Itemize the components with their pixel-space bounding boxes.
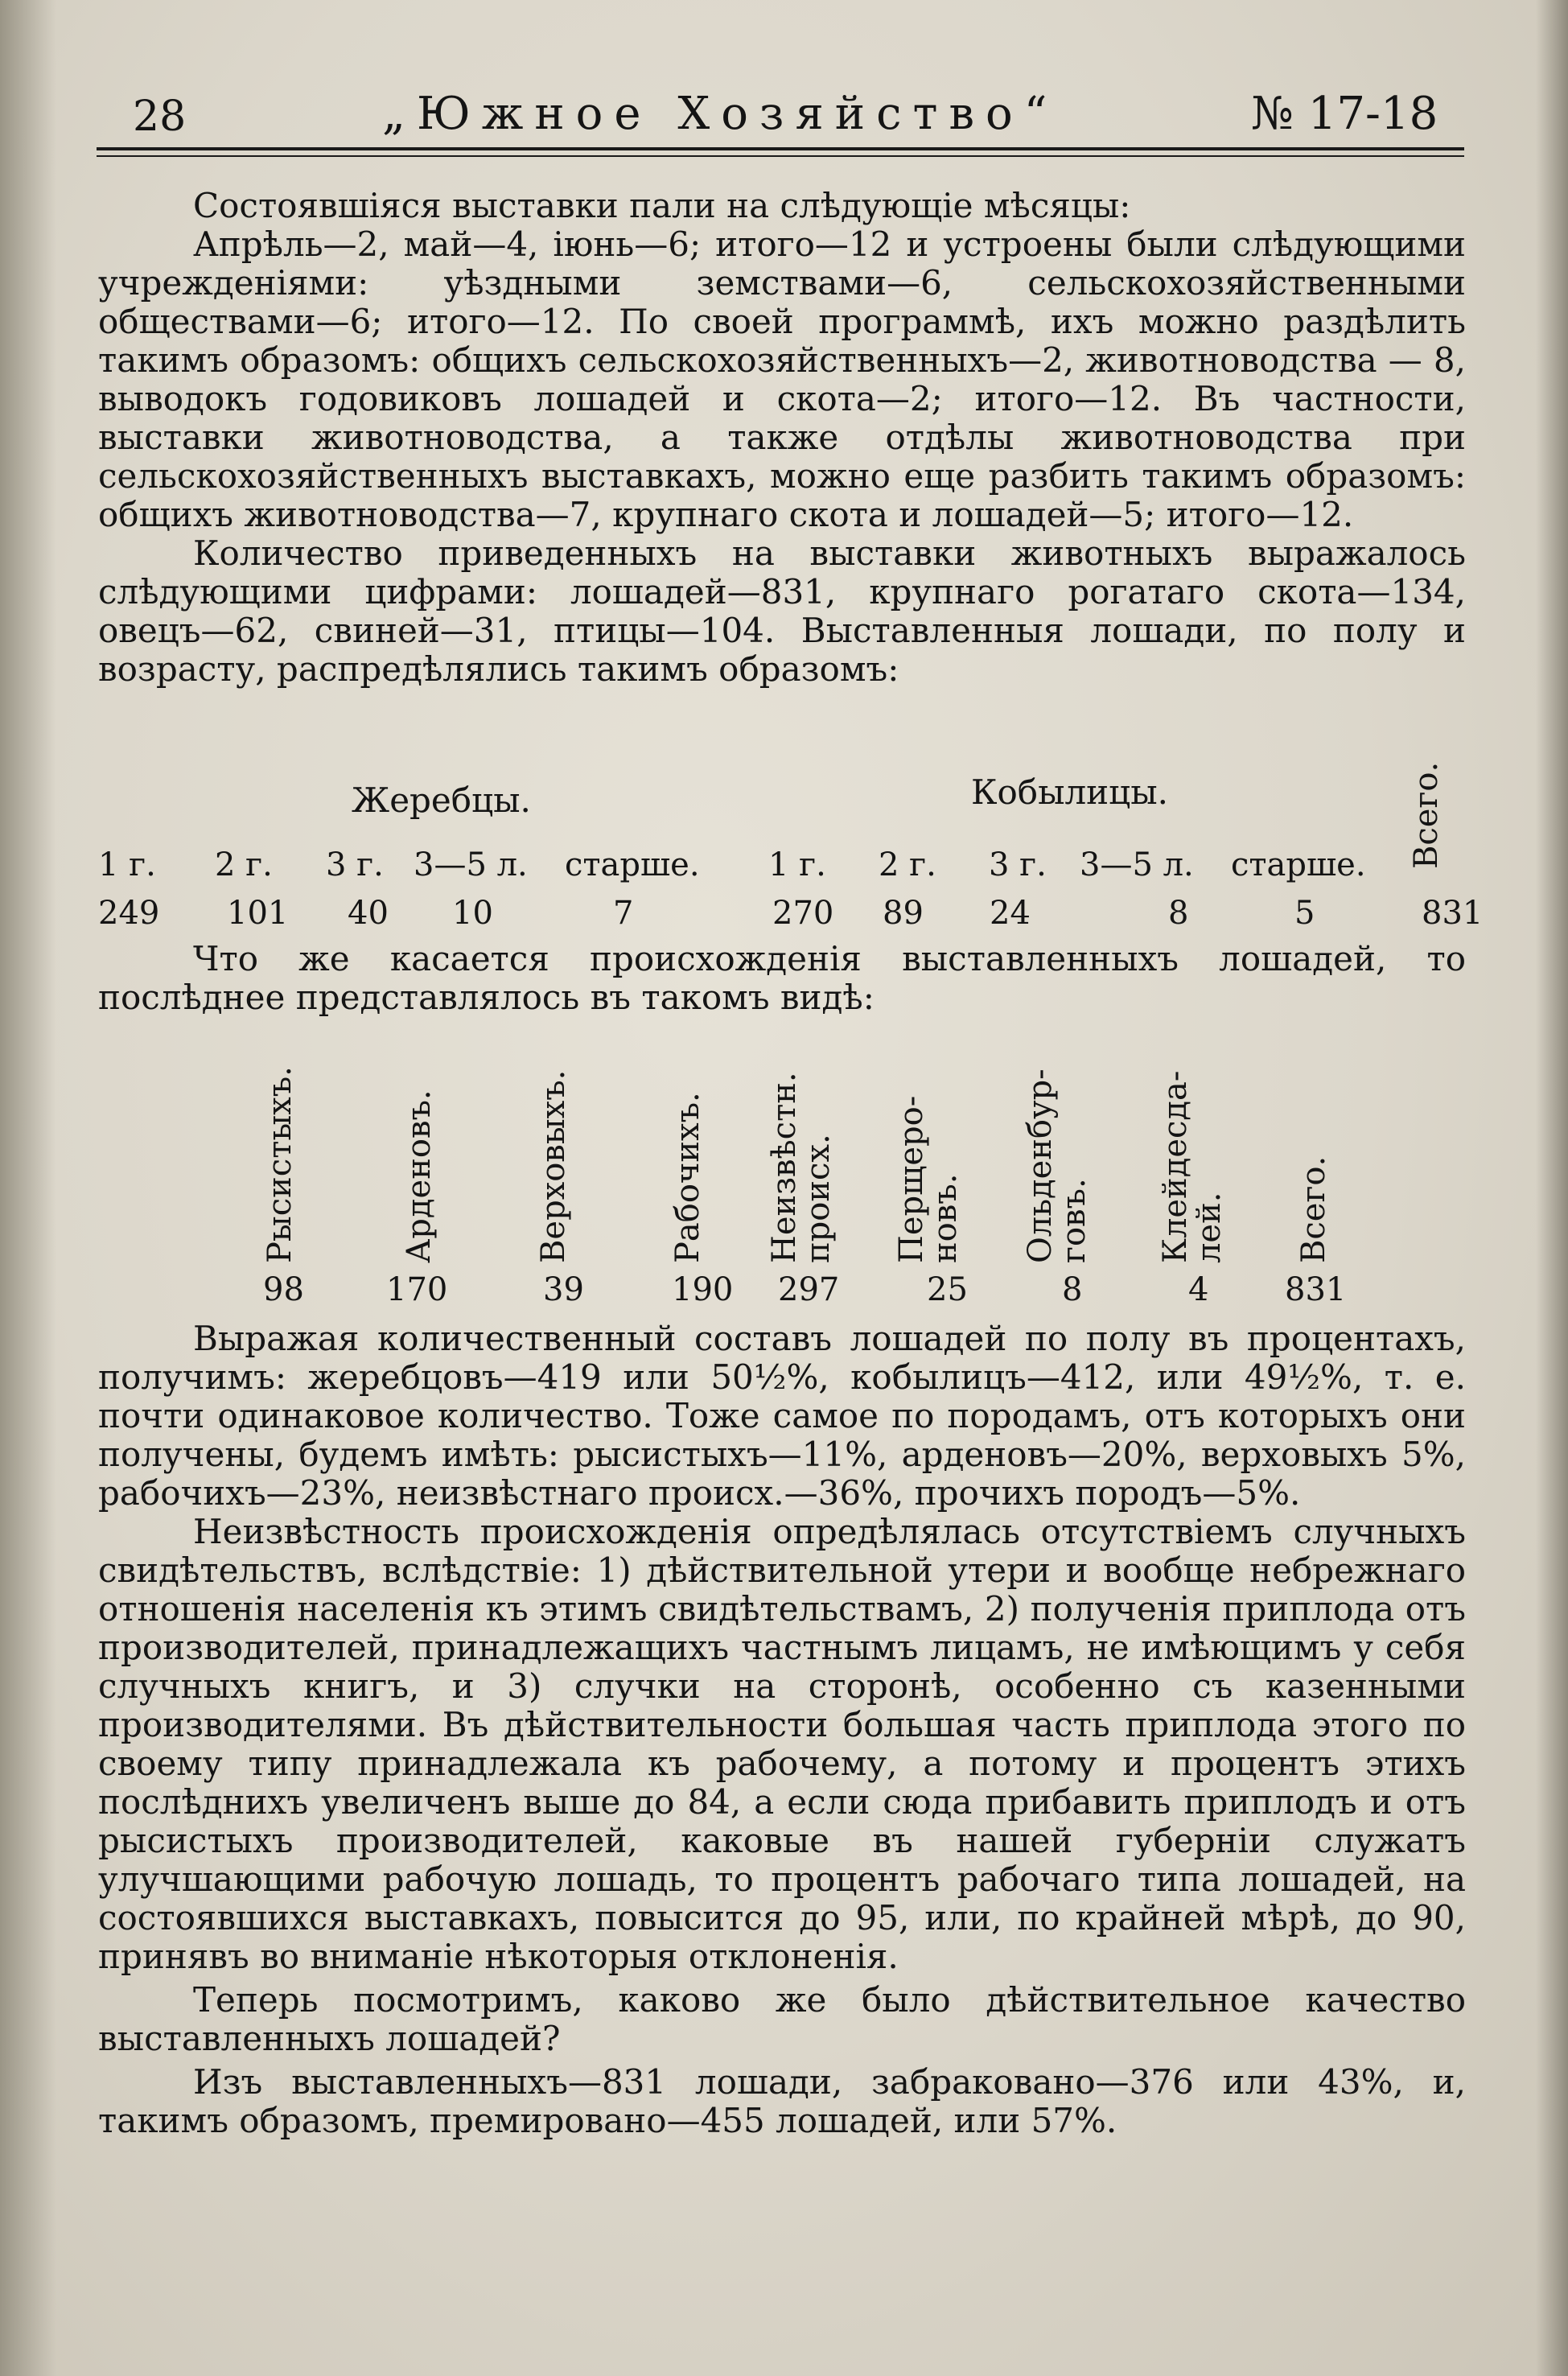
table-cell: 8 (1168, 895, 1189, 932)
header-rule-thin (97, 155, 1464, 157)
running-header (93, 84, 1460, 149)
table-cell: 297 (778, 1271, 840, 1308)
age-header: 2 г. (879, 846, 936, 883)
table-cell: 4 (1188, 1271, 1209, 1308)
table-cell: 249 (98, 895, 160, 932)
table-cell: 5 (1294, 895, 1315, 932)
table-cell: 24 (990, 895, 1031, 932)
table-cell: 7 (613, 895, 634, 932)
table-sex-age (98, 761, 1484, 932)
page-number: 28 (133, 93, 187, 141)
table-cell: 190 (672, 1271, 734, 1308)
age-header: 1 г. (98, 846, 156, 883)
body-text-origin (98, 940, 1466, 1017)
table-cell: 89 (883, 895, 924, 932)
breed-header: Перщеро- новъ. (893, 1095, 964, 1263)
group-mares-label: Кобылицы. (971, 772, 1168, 812)
table-cell: 170 (386, 1271, 448, 1308)
breed-header: Рабочихъ. (669, 1092, 706, 1263)
table-cell: 8 (1062, 1271, 1083, 1308)
age-header: 3—5 л. (414, 846, 528, 883)
table-total: 831 (1285, 1271, 1347, 1308)
paragraph: Количество приведенныхъ на выставки животныхъ выражалось слѣдующими цифрами: лошадей—831, крупнаго рогатаго скота—134, овецъ—62, свиней—31, птицы—104. Выставленныя лошади, по полу и возрасту, распредѣлялись такимъ образомъ: (98, 533, 1466, 689)
binding-shadow (0, 0, 56, 2376)
body-text-bottom (98, 1320, 1466, 2140)
breed-header: Клейдесда- лей. (1157, 1070, 1228, 1263)
table-breeds (98, 1030, 1482, 1320)
breed-header: Всего. (1295, 1155, 1332, 1263)
total-header: Всего. (1408, 761, 1445, 869)
page-edge (1536, 0, 1568, 2376)
breed-header: Верховыхъ. (535, 1069, 572, 1263)
breed-header: Ольденбур- говъ. (1022, 1069, 1093, 1263)
table-cell: 101 (227, 895, 289, 932)
breed-header: Неизвѣстн. происх. (766, 1072, 837, 1263)
journal-title: „Южное Хозяйство“ (382, 88, 1059, 140)
age-header: старше. (565, 846, 700, 883)
age-header: 3 г. (989, 846, 1047, 883)
table-cell: 270 (772, 895, 834, 932)
table-cell: 98 (263, 1271, 304, 1308)
age-header: 2 г. (215, 846, 273, 883)
paragraph: Что же касается происхожденія выставленныхъ лошадей, то послѣднее представлялось въ такомъ видѣ: (98, 939, 1466, 1017)
paragraph: Теперь посмотримъ, каково же было дѣйствительное качество выставленныхъ лошадей? (98, 1980, 1466, 2058)
table-cell: 39 (543, 1271, 584, 1308)
age-header: старше. (1231, 846, 1366, 883)
table-cell: 40 (348, 895, 389, 932)
breed-header: Рысистыхъ. (261, 1066, 298, 1263)
age-header: 3—5 л. (1080, 846, 1194, 883)
paragraph: Апрѣль—2, май—4, іюнь—6; итого—12 и устроены были слѣдующими учрежденіями: уѣздными земствами—6, сельскохозяйственными обществами—6; итого—12. По своей программѣ, ихъ можно раздѣлить такимъ образомъ: общихъ сельскохозяйственныхъ—2, животноводства — 8, выводокъ годовиковъ лошадей и скота—2; итого—12. Въ частности, выставки животноводства, а также отдѣлы животноводства при сельскохозяйственныхъ выставкахъ, можно еще разбить такимъ образомъ: общихъ животноводства—7, крупнаго скота и лошадей—5; итого—12. (98, 224, 1466, 534)
age-header: 3 г. (326, 846, 384, 883)
age-header: 1 г. (768, 846, 826, 883)
group-stallions-label: Жеребцы. (352, 780, 531, 820)
table-total: 831 (1422, 895, 1484, 932)
issue-number: № 17-18 (1251, 88, 1438, 140)
table-cell: 10 (452, 895, 493, 932)
table-cell: 25 (927, 1271, 968, 1308)
paragraph: Неизвѣстность происхожденія опредѣлялась отсутствіемъ случныхъ свидѣтельствъ, вслѣдствіе: 1) дѣйствительной утери и вообще небрежнаго отношенія населенія къ этимъ свидѣтельствамъ, 2) полученія приплода отъ производителей, принадлежащихъ частнымъ лицамъ, не имѣющимъ у себя случныхъ книгъ, и 3) случки на сторонѣ, особенно съ казенными производителями. Въ дѣйствительности большая часть приплода этого по своему типу принадлежала къ рабочему, а потому и процентъ этихъ послѣднихъ увеличенъ выше до 84, а если сюда прибавить приплодъ и отъ рысистыхъ производителей, каковые въ нашей губерніи служатъ улучшающими рабочую лошадь, то процентъ рабочаго типа лошадей, на состоявшихся выставкахъ, повысится до 95, или, по крайней мѣрѣ, до 90, принявъ во вниманіе нѣкоторыя отклоненія. (98, 1512, 1466, 1976)
body-text-top (98, 187, 1466, 689)
header-rule-thick (97, 147, 1464, 150)
paragraph: Выражая количественный составъ лошадей по полу въ процентахъ, получимъ: жеребцовъ—419 или 50½%, кобылицъ—412, или 49½%, т. е. почти одинаковое количество. Тоже самое по породамъ, отъ которыхъ они получены, будемъ имѣть: рысистыхъ—11%, арденовъ—20%, верховыхъ 5%, рабочихъ—23%, неизвѣстнаго происх.—36%, прочихъ породъ—5%. (98, 1319, 1466, 1513)
breed-header: Арденовъ. (401, 1089, 438, 1263)
paragraph: Состоявшіяся выставки пали на слѣдующіе мѣсяцы: (193, 186, 1131, 225)
paragraph: Изъ выставленныхъ—831 лошади, забраковано—376 или 43%, и, такимъ образомъ, премировано—455 лошадей, или 57%. (98, 2062, 1466, 2140)
